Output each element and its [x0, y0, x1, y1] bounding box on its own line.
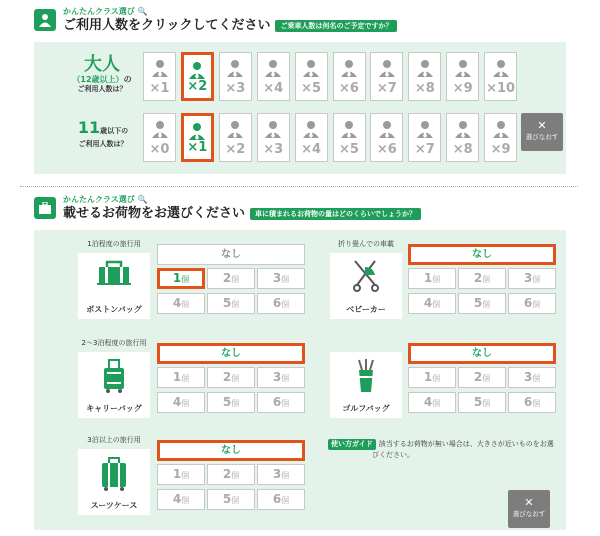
adult-count-option[interactable] — [333, 52, 366, 101]
golf-bag-icon — [353, 358, 379, 398]
child-count-option[interactable] — [143, 113, 176, 162]
count-option[interactable]: 2個 — [207, 268, 255, 289]
people-title: ご利用人数をクリックしてください — [63, 18, 271, 33]
luggage-name: ベビーカー — [346, 305, 386, 314]
luggage-reset-button[interactable]: ✕ 選びなおす — [508, 490, 550, 528]
section-subtitle: かんたんクラス選び 🔍 — [63, 7, 148, 16]
section-subtitle: かんたんクラス選び 🔍 — [63, 195, 148, 204]
count-label: ×2 — [187, 79, 208, 94]
count-option[interactable]: 2個 — [458, 367, 506, 388]
child-count-option[interactable] — [295, 113, 328, 162]
count-label: ×0 — [149, 142, 170, 157]
none-option[interactable]: なし — [408, 343, 556, 364]
child-count-option[interactable] — [408, 113, 441, 162]
luggage-caption: 1泊程度の旅行用 — [87, 240, 141, 248]
count-option[interactable]: 6個 — [257, 392, 305, 413]
luggage-title: 載せるお荷物をお選びください — [63, 206, 246, 221]
count-label: ×9 — [452, 81, 473, 96]
count-option[interactable]: 1個 — [408, 268, 456, 289]
count-option[interactable]: 1個 — [408, 367, 456, 388]
people-section-header — [34, 7, 397, 37]
luggage-caption: 2〜3泊程度の旅行用 — [81, 339, 147, 347]
count-option[interactable]: 3個 — [508, 268, 556, 289]
count-label: ×2 — [225, 142, 246, 157]
count-option[interactable]: 1個 — [157, 464, 205, 485]
count-option[interactable]: 4個 — [157, 392, 205, 413]
suitcase-icon — [99, 455, 129, 495]
person-icon — [378, 59, 396, 81]
luggage-name: キャリーバッグ — [86, 404, 142, 413]
count-option[interactable]: 4個 — [157, 489, 205, 510]
person-icon — [340, 120, 358, 142]
luggage-caption: 折り畳んでの車載 — [338, 240, 394, 248]
person-icon — [416, 59, 434, 81]
carry-bag-icon — [101, 358, 127, 398]
adult-count-option[interactable] — [370, 52, 403, 101]
luggage-section-header — [34, 195, 421, 225]
luggage-icon-box — [78, 352, 150, 418]
person-icon — [302, 120, 320, 142]
person-icon — [264, 120, 282, 142]
close-icon: ✕ — [537, 119, 547, 132]
suitcase-header-icon — [34, 197, 56, 219]
none-option[interactable]: なし — [157, 244, 305, 265]
person-icon — [151, 59, 169, 81]
person-icon — [34, 9, 56, 31]
count-option[interactable]: 2個 — [207, 367, 255, 388]
person-icon — [264, 59, 282, 81]
child-count-option[interactable] — [446, 113, 479, 162]
count-option[interactable]: 5個 — [207, 489, 255, 510]
person-icon — [492, 59, 510, 81]
boston-bag-icon — [97, 259, 131, 289]
count-label: ×9 — [490, 142, 511, 157]
child-count-option[interactable] — [181, 113, 214, 162]
adult-count-option[interactable] — [143, 52, 176, 101]
count-label: ×10 — [486, 81, 516, 96]
stroller-icon — [351, 259, 381, 297]
magnifier-icon: 🔍 — [137, 195, 148, 204]
luggage-icon-box — [78, 253, 150, 319]
count-option[interactable]: 1個 — [157, 268, 205, 289]
count-option[interactable]: 5個 — [207, 293, 255, 314]
count-option[interactable]: 4個 — [157, 293, 205, 314]
count-option[interactable]: 6個 — [257, 293, 305, 314]
child-count-option[interactable] — [484, 113, 517, 162]
child-count-option[interactable] — [333, 113, 366, 162]
none-option[interactable]: なし — [408, 244, 556, 265]
count-option[interactable]: 4個 — [408, 293, 456, 314]
person-icon — [151, 120, 169, 142]
count-label: ×6 — [339, 81, 359, 96]
child-count-option[interactable] — [370, 113, 403, 162]
luggage-name: ゴルフバッグ — [342, 404, 390, 413]
magnifier-icon: 🔍 — [137, 7, 148, 16]
child-label: 11歳以下の ご利用人数は？ — [77, 118, 129, 148]
count-option[interactable]: 2個 — [207, 464, 255, 485]
count-option[interactable]: 6個 — [257, 489, 305, 510]
adult-count-option[interactable] — [408, 52, 441, 101]
luggage-icon-box — [330, 253, 402, 319]
person-icon — [226, 59, 244, 81]
person-icon — [340, 59, 358, 81]
adult-count-option[interactable] — [219, 52, 252, 101]
child-count-option[interactable] — [219, 113, 252, 162]
count-label: ×4 — [263, 81, 284, 96]
count-label: ×6 — [376, 142, 397, 157]
luggage-icon-box — [330, 352, 402, 418]
person-icon — [416, 120, 434, 142]
luggage-name: ボストンバッグ — [86, 305, 142, 314]
count-option[interactable]: 3個 — [257, 268, 305, 289]
person-icon — [378, 120, 396, 142]
adult-count-option[interactable] — [257, 52, 290, 101]
luggage-name: スーツケース — [90, 501, 138, 510]
luggage-caption: 3泊以上の旅行用 — [87, 436, 141, 444]
child-count-option[interactable] — [257, 113, 290, 162]
count-option[interactable]: 6個 — [508, 392, 556, 413]
count-option[interactable]: 5個 — [207, 392, 255, 413]
guide-badge: 使い方ガイド — [328, 439, 376, 450]
count-option[interactable]: 3個 — [257, 367, 305, 388]
none-option[interactable]: なし — [157, 343, 305, 364]
count-option[interactable]: 3個 — [508, 367, 556, 388]
people-question-tag: ご乗車人数は何名のご予定ですか？ — [275, 20, 397, 32]
count-option[interactable]: 1個 — [157, 367, 205, 388]
count-label: ×1 — [187, 140, 208, 155]
luggage-question-tag: 車に積まれるお荷物の量はどのくらいでしょうか？ — [250, 208, 421, 220]
adult-count-option[interactable] — [181, 52, 214, 101]
count-option[interactable]: 2個 — [458, 268, 506, 289]
adult-label: 大人 （12歳以上）の ご利用人数は？ — [72, 54, 132, 93]
adult-count-option[interactable] — [295, 52, 328, 101]
none-option[interactable]: なし — [157, 440, 305, 461]
person-icon — [302, 59, 320, 81]
section-divider — [20, 186, 578, 187]
count-label: ×4 — [301, 142, 322, 157]
adult-count-option[interactable] — [446, 52, 479, 101]
person-icon — [454, 120, 472, 142]
person-icon — [492, 120, 510, 142]
people-reset-button[interactable]: ✕ 選びなおす — [521, 113, 563, 151]
count-option[interactable]: 5個 — [458, 293, 506, 314]
count-option[interactable]: 3個 — [257, 464, 305, 485]
count-option[interactable]: 6個 — [508, 293, 556, 314]
count-label: ×8 — [414, 81, 435, 96]
count-label: ×5 — [339, 142, 359, 157]
count-option[interactable]: 5個 — [458, 392, 506, 413]
count-label: ×3 — [263, 142, 284, 157]
luggage-icon-box — [78, 449, 150, 515]
close-icon: ✕ — [524, 496, 534, 509]
count-option[interactable]: 4個 — [408, 392, 456, 413]
usage-guide: 使い方ガイド 該当するお荷物が無い場合は、大きさが近いものをお選 びください。 — [328, 439, 558, 461]
person-icon — [454, 59, 472, 81]
count-label: ×8 — [452, 142, 473, 157]
person-icon — [226, 120, 244, 142]
count-label: ×7 — [376, 81, 397, 96]
count-label: ×5 — [301, 81, 322, 96]
count-label: ×7 — [414, 142, 435, 157]
adult-count-option[interactable] — [484, 52, 517, 101]
count-label: ×3 — [225, 81, 246, 96]
count-label: ×1 — [149, 81, 170, 96]
